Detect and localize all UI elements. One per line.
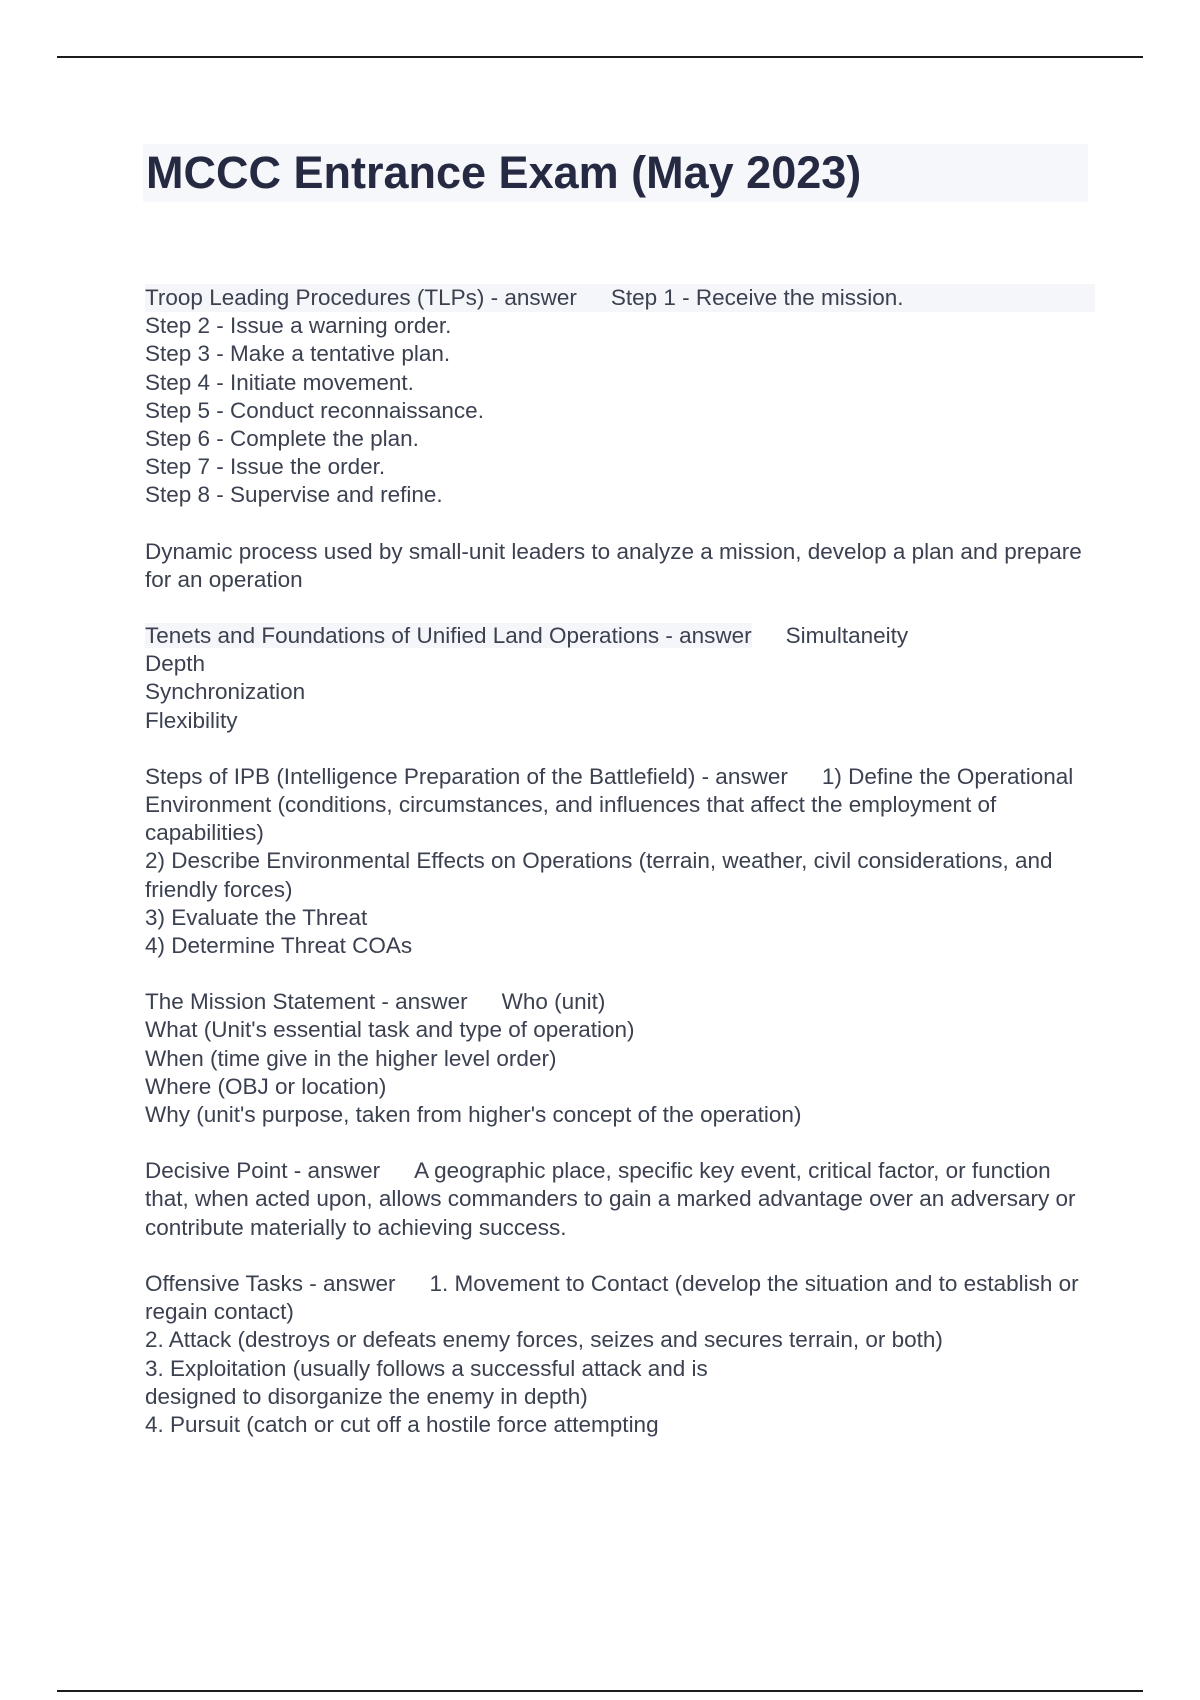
answer-line: Why (unit's purpose, taken from higher's concept of the operation) [145,1102,802,1128]
header-rule [57,56,1143,58]
answer-line: 3) Evaluate the Threat [145,904,368,930]
answer-line: Step 3 - Make a tentative plan. [145,341,451,367]
qa-entry-tenets [145,622,1095,735]
entry-question: Troop Leading Procedures (TLPs) - answer [145,285,577,310]
answer-line: What (Unit's essential task and type of operation) [145,1017,635,1043]
answer-line: 4) Determine Threat COAs [145,933,413,959]
entry-answer-first-line: Step 1 - Receive the mission. [610,285,904,310]
answer-line: 2. Attack (destroys or defeats enemy forces, seizes and secures terrain, or both) [145,1327,943,1353]
entry-question: Offensive Tasks - answer [145,1270,396,1296]
entry-question: Tenets and Foundations of Unified Land Operations - answer [145,623,752,649]
page-title: MCCC Entrance Exam (May 2023) [146,147,862,198]
answer-line: Step 4 - Initiate movement. [145,369,414,395]
entry-answer-first-line: A geographic place, specific key event, critical factor, or function that, when acted upon, allows commanders to gain a marked advantage over an adversary or contribute materially to achieving success. [145,1158,1076,1240]
answer-line: Flexibility [145,707,238,733]
answer-line: 3. Exploitation (usually follows a successful attack and is [145,1355,708,1381]
entry-question: Steps of IPB (Intelligence Preparation of the Battlefield) - answer [145,763,788,789]
qa-entry-tlps [145,284,1095,510]
answer-line: 2) Describe Environmental Effects on Operations (terrain, weather, civil considerations, and friendly forces) [145,848,1053,902]
document-body [145,284,1095,1467]
qa-entry-definition [145,538,1095,594]
answer-line: Step 8 - Supervise and refine. [145,482,443,508]
answer-line: designed to disorganize the enemy in depth) [145,1383,588,1409]
answer-line: Step 6 - Complete the plan. [145,426,419,452]
qa-entry-decisive-point [145,1157,1095,1242]
entry-answer-first-line: Simultaneity [785,623,909,649]
answer-line: Step 2 - Issue a warning order. [145,313,452,339]
answer-line: Synchronization [145,679,306,705]
entry-answer-first-line: 1. Movement to Contact (develop the situation and to establish or regain contact) [145,1270,1079,1325]
qa-entry-offensive-tasks [145,1270,1095,1439]
entry-question: The Mission Statement - answer [145,989,468,1015]
answer-line: When (time give in the higher level order) [145,1045,557,1071]
answer-line: Where (OBJ or location) [145,1073,387,1099]
qa-entry-mission-statement [145,988,1095,1129]
entry-answer-first-line: Who (unit) [501,989,606,1015]
qa-entry-ipb [145,763,1095,960]
answer-line: 4. Pursuit (catch or cut off a hostile force attempting [145,1411,659,1437]
answer-line: Depth [145,651,206,677]
answer-line: Step 7 - Issue the order. [145,454,386,480]
entry-question: Decisive Point - answer [145,1158,381,1184]
definition-paragraph: Dynamic process used by small-unit leaders to analyze a mission, develop a plan and prepare for an operation [145,538,1082,592]
answer-line: Step 5 - Conduct reconnaissance. [145,397,484,423]
entry-answer-first-line: 1) Define the Operational Environment (conditions, circumstances, and influences that affect the employment of capabilities) [145,763,1074,846]
footer-rule [57,1690,1143,1692]
